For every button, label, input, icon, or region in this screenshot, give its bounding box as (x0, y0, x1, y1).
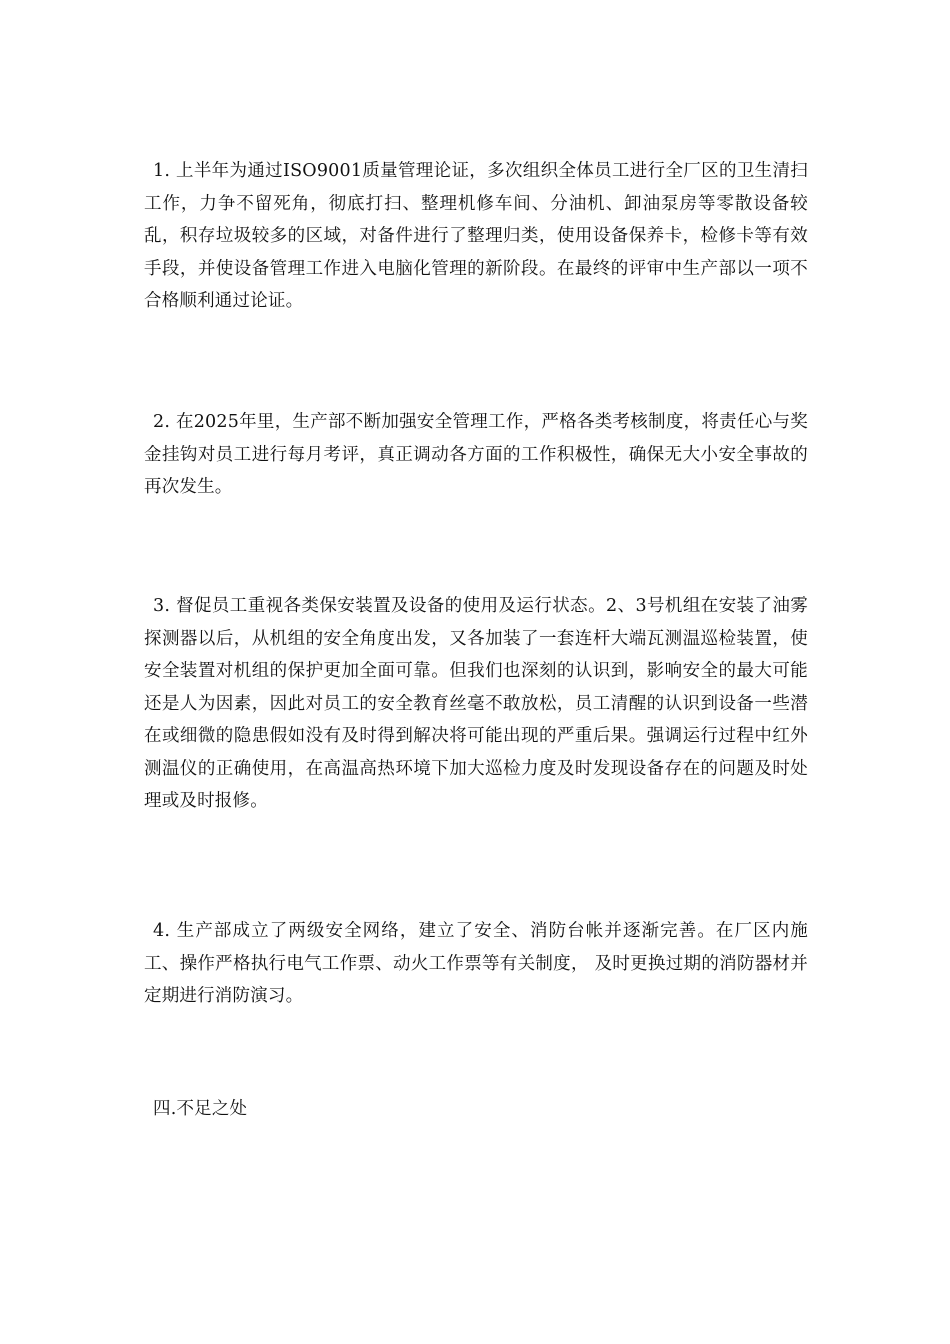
paragraph-1: 1. 上半年为通过ISO9001质量管理论证，多次组织全体员工进行全厂区的卫生清扫工作，力争不留死角，彻底打扫、整理机修车间、分油机、卸油泵房等零散设备较乱，积存垃圾较多的区域，对备件进行了整理归类，使用设备保养卡，检修卡等有效手段，并使设备管理工作进入电脑化管理的新阶段。在最终的评审中生产部以一项不合格顺利通过论证。 (144, 161, 808, 311)
paragraph-3: 3. 督促员工重视各类保安装置及设备的使用及运行状态。2、3号机组在安装了油雾探测器以后，从机组的安全角度出发，又各加装了一套连杆大端瓦测温巡检装置，使安全装置对机组的保护更加全面可靠。但我们也深刻的认识到，影响安全的最大可能还是人为因素，因此对员工的安全教育丝毫不敢放松，员工清醒的认识到设备一些潜在或细微的隐患假如没有及时得到解决将可能出现的严重后果。强调运行过程中红外测温仪的正确使用，在高温高热环境下加大巡检力度及时发现设备存在的问题及时处理或及时报修。 (144, 596, 808, 811)
paragraph-4: 4. 生产部成立了两级安全网络，建立了安全、消防台帐并逐渐完善。在厂区内施工、操作严格执行电气工作票、动火工作票等有关制度， 及时更换过期的消防器材并定期进行消防演习。 (144, 921, 808, 1006)
paragraph-2: 2. 在2025年里，生产部不断加强安全管理工作，严格各类考核制度，将责任心与奖金挂钩对员工进行每月考评，真正调动各方面的工作积极性，确保无大小安全事故的再次发生。 (144, 412, 808, 497)
section-heading: 四.不足之处 (153, 1099, 248, 1119)
